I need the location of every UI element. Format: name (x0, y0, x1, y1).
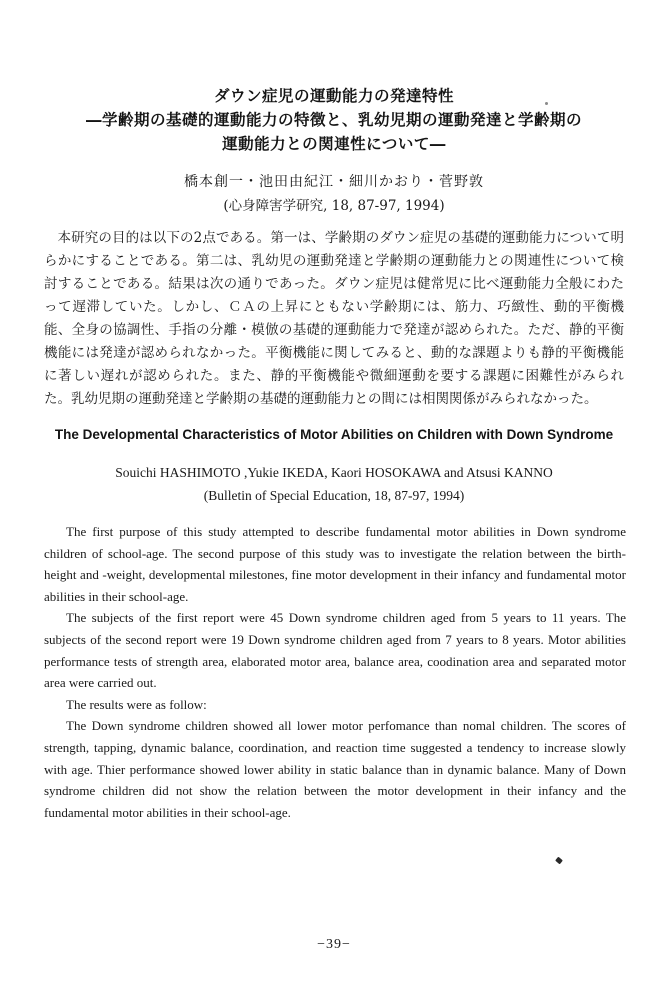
japanese-title-line-3: 運動能力との関連性について― (222, 135, 446, 153)
japanese-title-line-2: ―学齢期の基礎的運動能力の特徴と、乳幼児期の運動発達と学齢期の (85, 111, 582, 129)
japanese-authors: 橋本創一・池田由紀江・細川かおり・菅野敦 (184, 174, 484, 190)
japanese-title-line-1: ダウン症児の運動能力の発達特性 (213, 87, 454, 105)
japanese-abstract: 本研究の目的は以下の2点である。第一は、学齢期のダウン症児の基礎的運動能力について明らかにすることである。第二は、乳幼児の運動発達と学齢期の運動能力との関連性について検討することである。結果は次の通りであった。ダウン症児は健常児に比べ運動能力全般にわたって遅滞していた。しかし、ＣＡの上昇にともない学齢期には、筋力、巧緻性、動的平衡機能、全身の協調性、手指の分離・模倣の基礎的運動能力で発達が認められた。ただ、静的平衡機能には発達が認められなかった。平衡機能に関してみると、動的な課題よりも静的平衡機能に著しい遅れが認められた。また、静的平衡機能や微細運動を要する課題に困難性がみられた。乳幼児期の運動発達と学齢期の基礎的運動能力との間には相関関係がみられなかった。 (44, 230, 624, 407)
japanese-title (0, 84, 668, 156)
english-abstract-paragraph-4: The Down syndrome children showed all lower motor perfomance than nomal children. The scores of strength, tapping, dynamic balance, coordination, and reaction time suggested a tendency to increase slowly with age. Thier performance showed lower ability in static balance than in dynamic balance. Many of Down syndrome children did not show the relation between the motor development in their infancy and the fundamental motor abilities in their school-age. (44, 718, 626, 820)
english-abstract-paragraph-2: The subjects of the first report were 45 Down syndrome children aged from 5 years to 11 years. The subjects of the second report were 19 Down syndrome children aged from 7 years to 8 years. Motor abilities performance tests of strength area, elaborated motor area, balance area, coodination area and separated motor area were carried out. (44, 610, 626, 691)
japanese-journal-citation: (心身障害学研究, 18, 87-97, 1994) (223, 198, 445, 214)
page-number: −39− (317, 937, 351, 952)
english-authors: Souichi HASHIMOTO ,Yukie IKEDA, Kaori HOSOKAWA and Atsusi KANNO (115, 465, 553, 480)
scan-speck (555, 857, 563, 865)
english-abstract-paragraph-1: The first purpose of this study attempted to describe fundamental motor abilities in Down syndrome children of school-age. The second purpose of this study was to investigate the relation between the birth-height and -weight, developmental milestones, fine motor development in their infancy and fundamental motor abilities in their school-age. (44, 524, 626, 604)
english-title: The Developmental Characteristics of Motor Abilities on Children with Down Syndrome (54, 427, 614, 442)
scan-speck (545, 102, 548, 105)
english-abstract-paragraph-3: The results were as follow: (66, 696, 207, 712)
english-abstract (44, 521, 626, 823)
english-journal-citation: (Bulletin of Special Education, 18, 87-97, 1994) (203, 488, 465, 503)
